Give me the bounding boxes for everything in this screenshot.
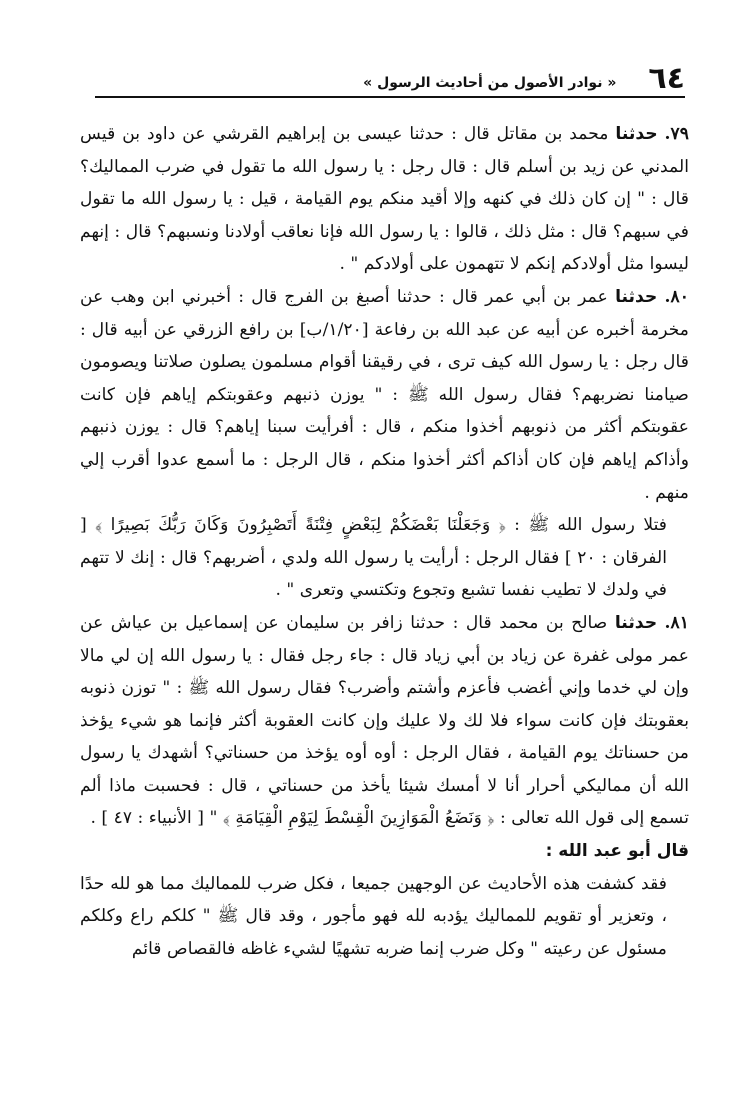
- author-commentary-heading: [80, 835, 689, 868]
- commentary-text: فقد كشفت هذه الأحاديث عن الوجهين جميعا ، فكل ضرب للمماليك مما هو لله حدًا ، وتعزير أو تقويم للمماليك يؤدبه لله فهو مأجور ، وقد قال ﷺ " كلكم راع وكلكم مسئول عن رعيته " وكل ضرب إنما ضربه تشهيًا لشيء غاظه فالقصاص قائم: [80, 873, 667, 959]
- hadith-text: عمر بن أبي عمر قال : حدثنا أصبغ بن الفرج قال : أخبرني ابن وهب عن مخرمة أخبره عن أبيه عن عبد الله بن رفاعة [١/٢٠/ب] بن رافع الزرقي عن أبيه قال : قال رجل : يا رسول الله كيف ترى ، في رقيقنا أقوام مسلمون يصلون صلاتنا ويصومون صيامنا نضربهم؟ فقال رسول الله ﷺ : " يوزن ذنبهم وعقوبتكم إياهم فإن كانت عقوبتكم أكثر من ذنوبهم أخذوا منكم ، قال : أفرأيت سبنا إياهم؟ قال : يوزن ذنبهم وأذاكم إياهم فإن كان أذاكم أكثر أخذوا منكم ، قال الرجل : ما أسمع عدوا أقرب إلي منهم .: [80, 286, 689, 503]
- hadith-number: ٨١.: [664, 612, 689, 633]
- hadith-text: صالح بن محمد قال : حدثنا زافر بن سليمان عن إسماعيل بن عياش عن عمر مولى غفرة عن زياد بن أبي زياد قال : جاء رجل فقال : يا رسول الله إن لي مالا وإن لي خدما وإني أغضب فأعزم وأشتم وأضرب؟ فقال رسول الله ﷺ : " توزن ذنوبه بعقوبتك فإن كانت سواء فلا لك ولا عليك وإن كانت العقوبة أكثر فإنما هو شيء يؤخذ من حسناتك يوم القيامة ، فقال الرجل : أوه أوه يؤخذ من حسناتي؟ أشهدك يا رسول الله أن مماليكي أحرار أنا لا أمسك شيئا يأخذ من حسناتي ، قال : فحسبت ماذا ألم تسمع إلى قول الله تعالى : ﴿ وَنَضَعُ الْمَوَازِينَ الْقِسْطَ لِيَوْمِ الْقِيَامَةِ ﴾ " [ الأنبياء : ٤٧ ] .: [80, 612, 689, 829]
- page-number: ٦٤: [648, 61, 685, 96]
- hadith-number: ٧٩.: [664, 124, 689, 144]
- page-body: [80, 118, 689, 965]
- hadith-number: ٨٠.: [664, 286, 689, 307]
- continuation-text: فتلا رسول الله ﷺ : ﴿ وَجَعَلْنَا بَعْضَكُمْ لِبَعْضٍ فِتْنَةً أَتَصْبِرُونَ وَكَانَ رَبُّكَ بَصِيرًا ﴾ [ الفرقان : ٢٠ ] فقال الرجل : أرأيت يا رسول الله ولدي ، أضربهم؟ قال : إنك لا تتهم في ولدك لا تطيب نفسا تشبع وتجوع وتكتسي وتعرى " .: [80, 515, 667, 601]
- chain-marker: حدثنا: [615, 124, 658, 144]
- chain-marker: حدثنا: [615, 286, 658, 307]
- chain-marker: حدثنا: [614, 612, 658, 633]
- page-header: [95, 62, 685, 98]
- section-heading: قال أبو عبد الله :: [545, 841, 689, 862]
- hadith-80: [80, 281, 689, 509]
- hadith-text: محمد بن مقاتل قال : حدثنا عيسى بن إبراهيم القرشي عن داود بن قيس المدني عن زيد بن أسلم قال : قال رجل : يا رسول الله ما تقول في ضرب المماليك؟ قال : " إن كان ذلك في كنهه وإلا أقيد منكم يوم القيامة ، قيل : يا رسول الله ما تقول في سبهم؟ قال : مثل ذلك ، قالوا : يا رسول الله فإنا نعاقب أولادنا ونسبهم؟ قال : إنهم ليسوا مثل أولادكم إنكم لا تتهمون على أولادكم " .: [80, 124, 689, 275]
- hadith-80-continuation: [80, 509, 689, 607]
- hadith-79: [80, 118, 689, 281]
- author-commentary: [80, 868, 689, 966]
- hadith-81: [80, 607, 689, 835]
- running-title: « نوادر الأصول من أحاديث الرسول »: [363, 75, 617, 91]
